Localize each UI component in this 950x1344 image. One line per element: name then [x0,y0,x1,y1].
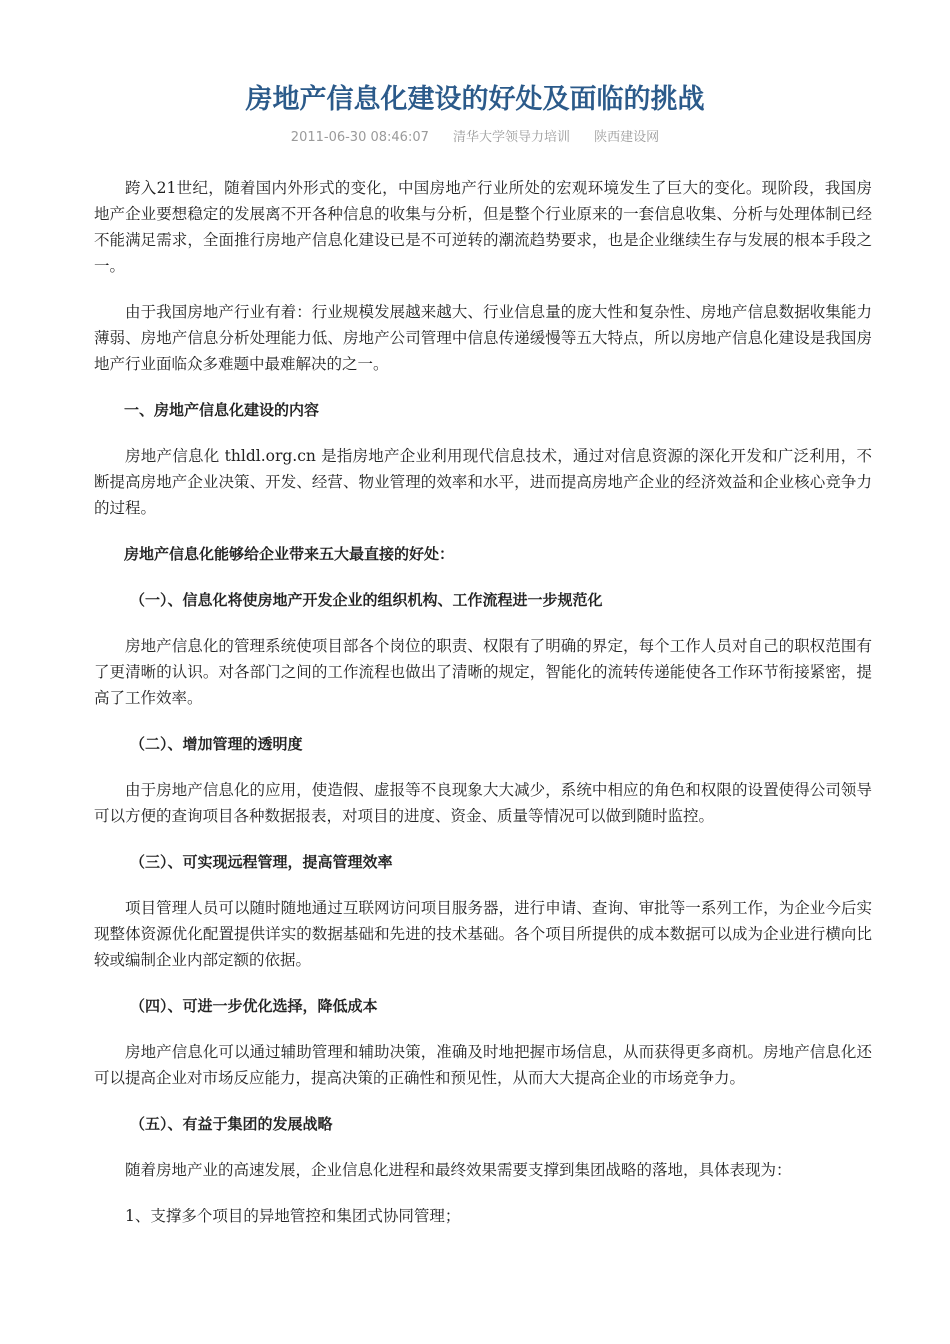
source-site: 陕西建设网 [594,130,660,145]
article-title: 房地产信息化建设的好处及面临的挑战 [245,84,705,115]
section-heading-content: 一、房地产信息化建设的内容 [124,401,320,419]
paragraph-benefit-2: 由于房地产信息化的应用，使造假、虚报等不良现象大大减少，系统中相应的角色和权限的设置使得公司领导可以方便的查询项目各种数据报表，对项目的进度、资金、质量等情况可以做到随时监控。 [94,781,872,825]
paragraph-benefit-3: 项目管理人员可以随时随地通过互联网访问项目服务器，进行申请、查询、审批等一系列工作，为企业今后实现整体资源优化配置提供详实的数据基础和先进的技术基础。各个项目所提供的成本数据可以成为企业进行横向比较或编制企业内部定额的依据。 [94,899,872,969]
paragraph-benefit-4: 房地产信息化可以通过辅助管理和辅助决策，准确及时地把握市场信息，从而获得更多商机。房地产信息化还可以提高企业对市场反应能力，提高决策的正确性和预见性，从而大大提高企业的市场竞争力。 [94,1043,872,1087]
paragraph-intro: 跨入21世纪，随着国内外形式的变化，中国房地产行业所处的宏观环境发生了巨大的变化。现阶段，我国房地产企业要想稳定的发展离不开各种信息的收集与分析，但是整个行业原来的一套信息收集、分析与处理体制已经不能满足需求，全面推行房地产信息化建设已是不可逆转的潮流趋势要求，也是企业继续生存与发展的根本手段之一。 [94,179,872,275]
paragraph-benefit-5: 随着房地产业的高速发展，企业信息化进程和最终效果需要支撑到集团战略的落地，具体表现为： [125,1161,792,1179]
paragraph-features: 由于我国房地产行业有着：行业规模发展越来越大、行业信息量的庞大性和复杂性、房地产信息数据收集能力薄弱、房地产信息分析处理能力低、房地产公司管理中信息传递缓慢等五大特点，所以房地产信息化建设是我国房地产行业面临众多难题中最难解决的之一。 [94,303,872,373]
subheading-benefit-5: （五）、有益于集团的发展战略 [130,1115,333,1133]
subheading-benefit-4: （四）、可进一步优化选择，降低成本 [130,997,378,1015]
article-meta [0,128,950,148]
subheading-benefit-1: （一）、信息化将使房地产开发企业的组织机构、工作流程进一步规范化 [130,591,603,609]
list-item-1: 1、支撑多个项目的异地管控和集团式协同管理； [125,1207,461,1225]
source-label: 清华大学领导力培训 [453,130,571,145]
subheading-benefit-3: （三）、可实现远程管理，提高管理效率 [130,853,393,871]
article-body [94,175,872,1249]
paragraph-benefit-1: 房地产信息化的管理系统使项目部各个岗位的职责、权限有了明确的界定，每个工作人员对自己的职权范围有了更清晰的认识。对各部门之间的工作流程也做出了清晰的规定，智能化的流转传递能使各工作环节衔接紧密，提高了工作效率。 [94,637,872,707]
section-heading-benefits: 房地产信息化能够给企业带来五大最直接的好处： [124,545,455,563]
subheading-benefit-2: （二）、增加管理的透明度 [130,735,303,753]
publish-date: 2011-06-30 08:46:07 [290,130,429,145]
paragraph-definition: 房地产信息化 thldl.org.cn 是指房地产企业利用现代信息技术，通过对信息资源的深化开发和广泛利用，不断提高房地产企业决策、开发、经营、物业管理的效率和水平，进而提高房地产企业的经济效益和企业核心竞争力的过程。 [94,447,872,517]
